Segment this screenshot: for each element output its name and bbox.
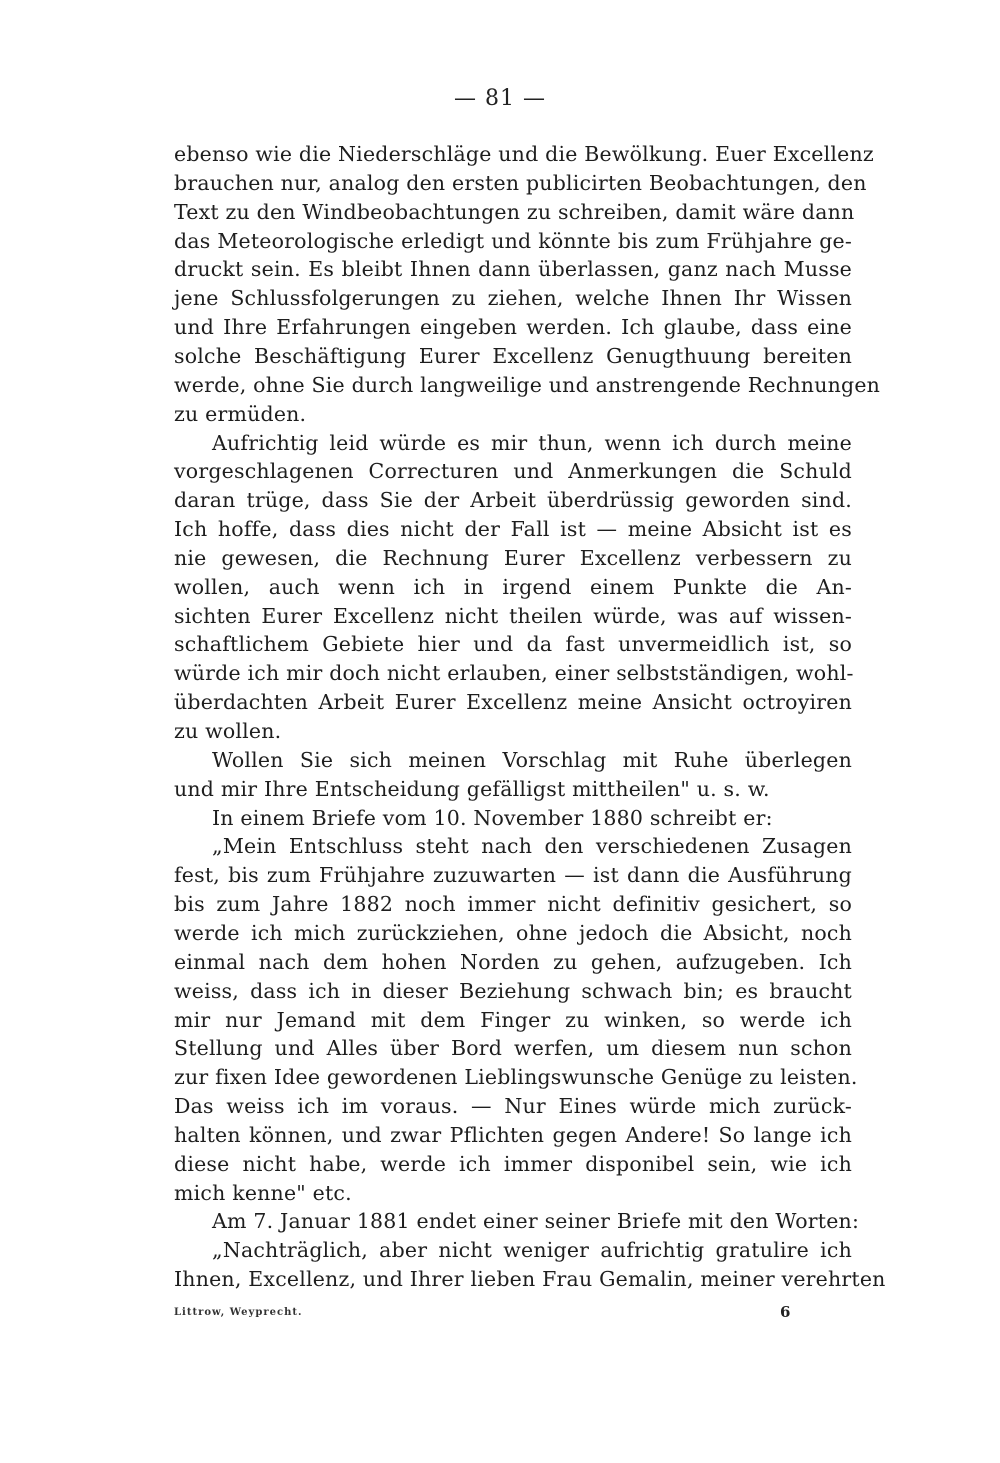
text-line: weiss, dass ich in dieser Beziehung schwach bin; es braucht [174,978,852,1003]
text-line: würde ich mir doch nicht erlauben, einer selbstständigen, wohl- [174,661,854,686]
text-line: druckt sein. Es bleibt Ihnen dann überlassen, ganz nach Musse [174,257,852,282]
text-line: einmal nach dem hohen Norden zu gehen, aufzugeben. Ich [174,949,852,974]
text-line: daran trüge, dass Sie der Arbeit überdrüssig geworden sind. [174,488,852,513]
text-line: Aufrichtig leid würde es mir thun, wenn ich durch meine [212,430,852,455]
text-line: halten können, und zwar Pflichten gegen Andere! So lange ich [174,1122,852,1147]
text-line: Das weiss ich im voraus. — Nur Eines würde mich zurück- [174,1094,852,1119]
text-line: Am 7. Januar 1881 endet einer seiner Briefe mit den Worten: [212,1209,860,1234]
text-line: vorgeschlagenen Correcturen und Anmerkungen die Schuld [174,459,852,484]
text-line: überdachten Arbeit Eurer Excellenz meine Ansicht octroyiren [174,690,852,715]
text-line: Wollen Sie sich meinen Vorschlag mit Ruhe überlegen [212,747,852,772]
text-line: bis zum Jahre 1882 noch immer nicht definitiv gesichert, so [174,892,852,917]
text-line: Stellung und Alles über Bord werfen, um diesem nun schon [174,1036,852,1061]
text-line: und mir Ihre Entscheidung gefälligst mittheilen" u. s. w. [174,776,770,801]
sheet-number: 6 [780,1303,791,1321]
page-number: — 81 — [454,86,546,111]
text-line: zu ermüden. [174,401,307,426]
text-line: und Ihre Erfahrungen eingeben werden. Ich glaube, dass eine [174,315,852,340]
text-line: schaftlichem Gebiete hier und da fast unvermeidlich ist, so [174,632,852,657]
text-line: jene Schlussfolgerungen zu ziehen, welche Ihnen Ihr Wissen [174,286,852,311]
text-line: „Mein Entschluss steht nach den verschiedenen Zusagen [212,834,852,859]
text-line: fest, bis zum Frühjahre zuzuwarten — ist dann die Ausführung [174,863,852,888]
text-line: Text zu den Windbeobachtungen zu schreiben, damit wäre dann [174,199,855,224]
text-line: werde ich mich zurückziehen, ohne jedoch die Absicht, noch [174,920,852,945]
text-line: diese nicht habe, werde ich immer disponibel sein, wie ich [174,1151,852,1176]
text-line: solche Beschäftigung Eurer Excellenz Genugthuung bereiten [174,343,852,368]
text-line: Ich hoffe, dass dies nicht der Fall ist — meine Absicht ist es [174,517,852,542]
text-line: In einem Briefe vom 10. November 1880 schreibt er: [212,805,773,830]
text-line: Ihnen, Excellenz, und Ihrer lieben Frau Gemalin, meiner verehrten [174,1267,886,1292]
text-line: mich kenne" etc. [174,1180,352,1205]
footer-signature: Littrow, Weyprecht. [174,1307,303,1318]
text-line: werde, ohne Sie durch langweilige und anstrengende Rechnungen [174,372,881,397]
text-line: sichten Eurer Excellenz nicht theilen würde, was auf wissen- [174,603,852,628]
text-line: zu wollen. [174,719,282,743]
text-line: das Meteorologische erledigt und könnte bis zum Frühjahre ge- [174,228,852,253]
text-line: „Nachträglich, aber nicht weniger aufrichtig gratulire ich [212,1238,852,1263]
text-line: mir nur Jemand mit dem Finger zu winken, so werde ich [174,1007,852,1032]
text-line: ebenso wie die Niederschläge und die Bewölkung. Euer Excellenz [174,142,874,166]
text-line: brauchen nur, analog den ersten publicirten Beobachtungen, den [174,170,867,195]
text-line: nie gewesen, die Rechnung Eurer Excellenz verbessern zu [174,545,852,570]
text-line: wollen, auch wenn ich in irgend einem Punkte die An- [174,574,852,599]
text-line: zur fixen Idee gewordenen Lieblingswunsche Genüge zu leisten. [174,1065,858,1090]
